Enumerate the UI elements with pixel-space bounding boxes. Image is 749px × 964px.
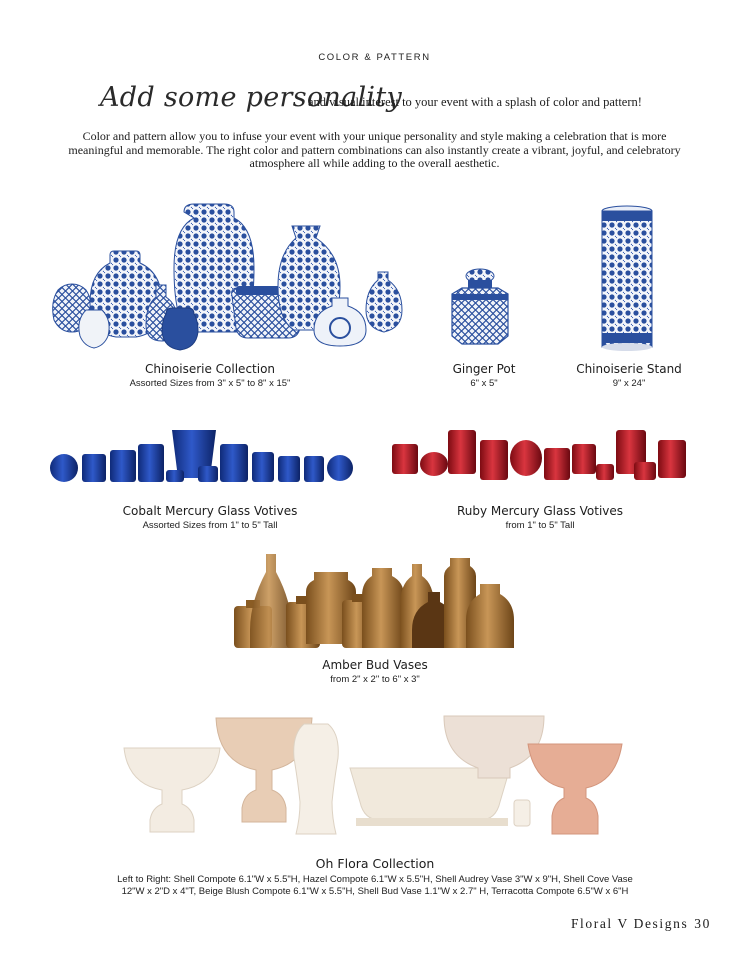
cobalt-votives-title: Cobalt Mercury Glass Votives [122,504,298,518]
headline-text: and visual interest to your event with a splash of color and pattern! [308,95,642,109]
amber-bud-vases-size: from 2" x 2" to 6" x 3" [330,674,420,685]
ruby-votives-size: from 1" to 5" Tall [505,520,575,531]
oh-flora-description-line-2: 12"W x 2"D x 4"T, Beige Blush Compote 6.1"W x 5.5"H, Shell Bud Vase 1.1"W x 2.7" H, Terracotta Compote 6.5"W x 6"H [121,886,629,897]
cobalt-votives-image [48,426,356,488]
section-label: COLOR & PATTERN [318,52,431,63]
headline [0,82,749,122]
amber-bud-vases-title: Amber Bud Vases [322,658,428,672]
amber-bud-vases-caption [275,658,475,685]
headline-script: Add some personality [100,82,403,113]
oh-flora-description-line-1: Left to Right: Shell Compote 6.1"W x 5.5"H, Hazel Compote 6.1"W x 5.5"H, Shell Audrey Vase 3"W x 9"H, Shell Cove Vase [117,874,633,885]
footer [571,916,711,932]
chinoiserie-stand-title: Chinoiserie Stand [576,362,682,376]
chinoiserie-collection-size: Assorted Sizes from 3" x 5" to 8" x 15" [129,378,291,389]
ginger-pot-image [444,268,516,350]
ginger-pot-caption [424,362,544,389]
chinoiserie-stand-size: 9" x 24" [612,378,646,389]
ruby-votives-title: Ruby Mercury Glass Votives [456,504,624,518]
chinoiserie-collection-title: Chinoiserie Collection [144,362,276,376]
chinoiserie-stand-image [600,205,654,351]
oh-flora-collection-image [120,712,628,844]
intro-paragraph: Color and pattern allow you to infuse your event with your unique personality and style making a celebration that is more meaningful and memorable. The right color and pattern combinations can also instantly create a vibrant, joyful, and celebratory atmosphere all while adding to the overall aesthetic. [68,129,681,170]
page-number: 30 [694,916,711,931]
cobalt-votives-caption [90,504,330,531]
chinoiserie-stand-caption [564,362,694,389]
oh-flora-caption [40,856,710,897]
chinoiserie-collection-image [48,200,408,358]
cobalt-votives-size: Assorted Sizes from 1" to 5" Tall [142,520,278,531]
brand-name: Floral V Designs [570,916,689,931]
ruby-votives-caption [430,504,650,531]
oh-flora-title: Oh Flora Collection [315,856,435,871]
amber-bud-vases-image [232,554,520,652]
ginger-pot-size: 6" x 5" [470,378,498,389]
ginger-pot-title: Ginger Pot [452,362,516,376]
chinoiserie-collection-caption [100,362,320,389]
ruby-votives-image [390,426,694,484]
